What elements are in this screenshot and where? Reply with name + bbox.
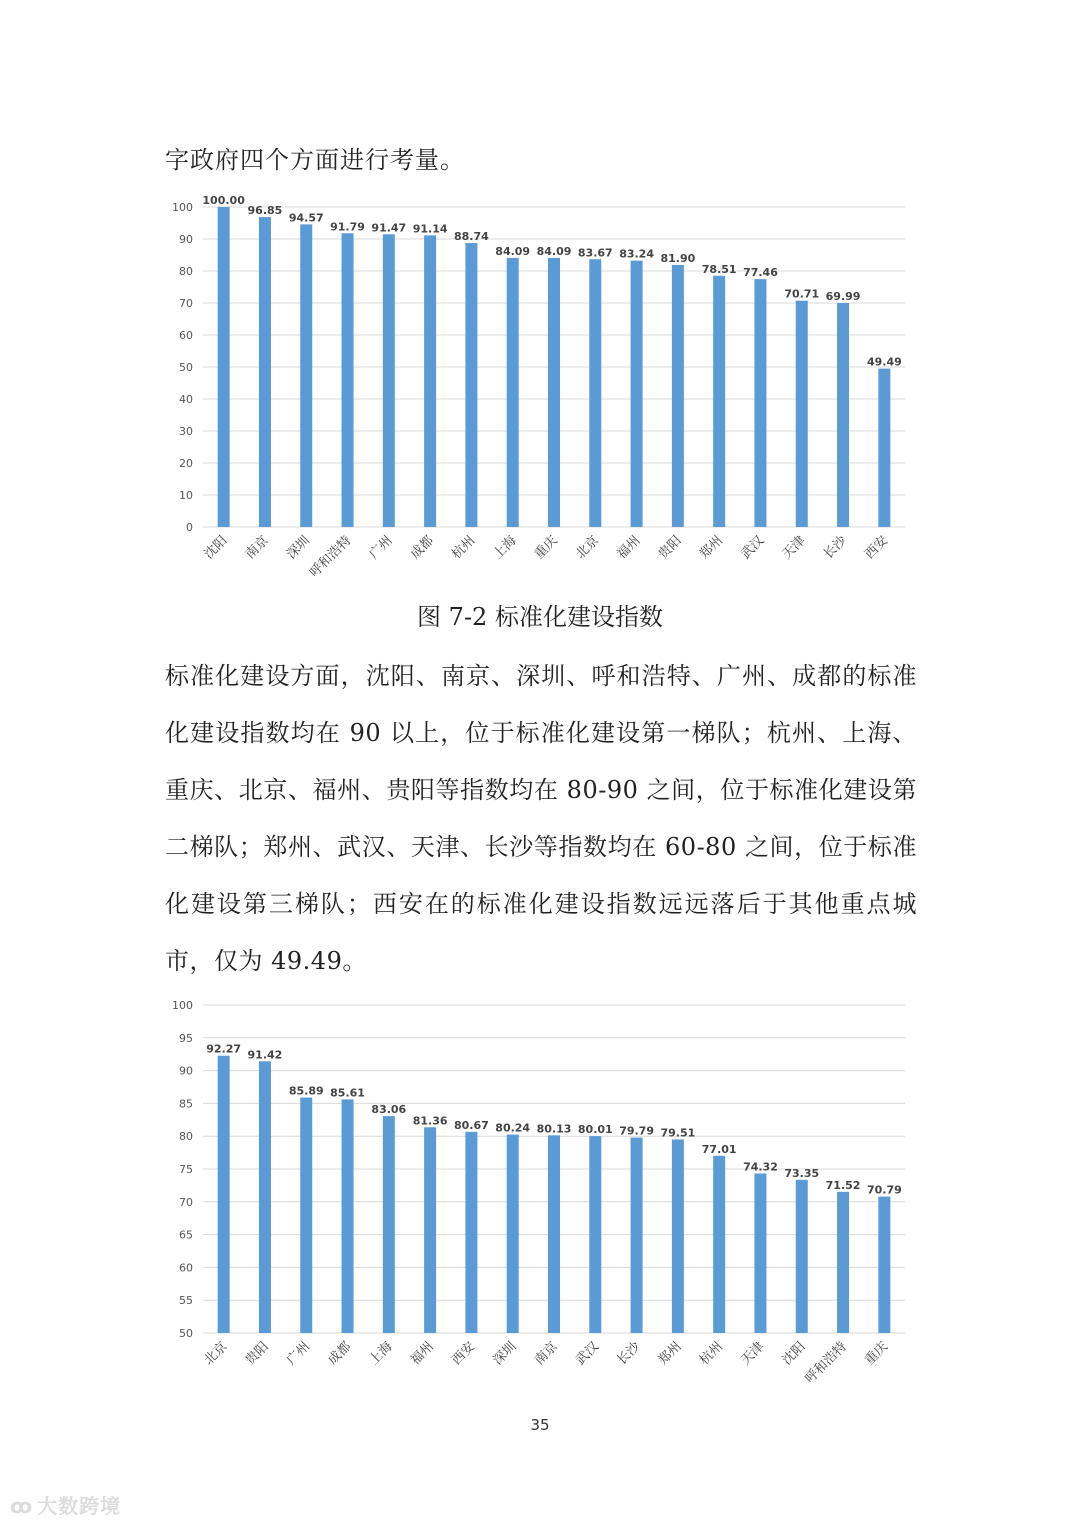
x-tick-label: 深圳: [284, 533, 314, 563]
second-index-chart: [160, 990, 920, 1390]
data-label: 88.74: [454, 230, 489, 244]
y-tick-label: 60: [179, 329, 193, 342]
x-tick-label: 天津: [779, 533, 809, 563]
x-tick-label: 重庆: [531, 533, 561, 563]
bar: [342, 233, 354, 527]
bar: [218, 1056, 230, 1333]
x-tick-label: 杭州: [449, 533, 479, 563]
bar: [465, 1132, 477, 1333]
y-tick-label: 40: [179, 393, 193, 406]
y-tick-label: 70: [179, 297, 193, 310]
data-label: 85.89: [288, 1084, 324, 1098]
data-label: 83.24: [619, 247, 654, 261]
bar: [259, 217, 271, 527]
bar: [631, 1138, 643, 1333]
y-tick-label: 80: [179, 265, 193, 278]
x-tick-label: 武汉: [573, 1339, 603, 1369]
watermark: [10, 1490, 121, 1519]
x-tick-label: 贵阳: [242, 1339, 272, 1369]
data-label: 83.06: [371, 1103, 407, 1117]
x-tick-label: 杭州: [697, 1339, 727, 1369]
x-tick-label: 西安: [449, 1339, 479, 1369]
data-label: 70.79: [866, 1183, 902, 1197]
body-paragraph: 标准化建设方面，沈阳、南京、深圳、呼和浩特、广州、成都的标准化建设指数均在 90 以上，位于标准化建设第一梯队；杭州、上海、重庆、北京、福州、贵阳等指数均在 80-90 之间，位于标准化建设第二梯队；郑州、武汉、天津、长沙等指数均在 60-80 之间，位于标准化建设第三梯队；西安在的标准化建设指数远远落后于其他重点城市，仅为 49.49。: [165, 662, 917, 975]
y-tick-label: 80: [179, 1130, 193, 1144]
data-label: 83.67: [577, 246, 613, 260]
x-tick-label: 广州: [284, 1339, 314, 1369]
x-tick-label: 上海: [366, 1339, 396, 1369]
bar: [507, 258, 519, 527]
data-label: 85.61: [330, 1086, 365, 1100]
data-label: 84.09: [536, 244, 572, 258]
bar: [218, 207, 230, 527]
y-tick-label: 30: [179, 425, 193, 438]
bar: [548, 1135, 560, 1333]
x-tick-label: 福州: [407, 1339, 437, 1369]
y-tick-label: 95: [179, 1031, 193, 1045]
x-tick-label: 贵阳: [655, 533, 685, 563]
x-tick-label: 呼和浩特: [306, 533, 355, 581]
bar: [424, 1127, 436, 1333]
figure-caption: 图 7-2 标准化建设指数: [417, 603, 663, 631]
data-label: 70.71: [784, 287, 820, 301]
x-tick-label: 沈阳: [201, 533, 231, 563]
data-label: 78.51: [701, 262, 737, 276]
x-tick-label: 南京: [531, 1339, 561, 1369]
x-tick-label: 成都: [407, 533, 437, 563]
data-label: 69.99: [825, 290, 861, 304]
y-tick-label: 90: [179, 1064, 193, 1078]
bar: [631, 261, 643, 527]
x-tick-label: 天津: [738, 1339, 768, 1369]
bar: [837, 1192, 849, 1333]
x-tick-label: 西安: [862, 533, 892, 563]
bar: [672, 265, 684, 527]
x-tick-label: 北京: [201, 1339, 231, 1369]
data-label: 80.13: [536, 1122, 572, 1136]
data-label: 91.14: [412, 222, 448, 236]
bar: [342, 1099, 354, 1333]
y-tick-label: 75: [179, 1163, 193, 1176]
data-label: 77.01: [701, 1142, 737, 1156]
data-label: 81.36: [412, 1114, 448, 1128]
bar: [754, 279, 766, 527]
x-tick-label: 武汉: [738, 533, 768, 563]
x-tick-label: 福州: [614, 533, 644, 563]
bar: [713, 1156, 725, 1333]
bar: [507, 1135, 519, 1333]
x-tick-label: 郑州: [697, 533, 727, 563]
bar: [754, 1173, 766, 1333]
data-label: 91.42: [247, 1048, 283, 1062]
data-label: 96.85: [247, 204, 283, 218]
data-label: 92.27: [206, 1042, 242, 1056]
y-tick-label: 10: [179, 489, 193, 502]
bar: [548, 258, 560, 527]
data-label: 84.09: [495, 244, 531, 258]
x-tick-label: 重庆: [862, 1339, 892, 1369]
x-tick-label: 南京: [242, 533, 272, 563]
bar: [465, 243, 477, 527]
standardization-index-chart: [160, 192, 920, 582]
y-tick-label: 100: [172, 999, 193, 1012]
bar: [837, 303, 849, 527]
x-tick-label: 上海: [490, 533, 520, 563]
bar: [796, 1180, 808, 1333]
y-tick-label: 55: [179, 1294, 193, 1308]
x-tick-label: 郑州: [655, 1339, 685, 1369]
data-label: 100.00: [202, 194, 245, 207]
y-tick-label: 0: [186, 521, 193, 534]
y-tick-label: 70: [179, 1195, 193, 1209]
data-label: 91.47: [371, 221, 407, 235]
bar: [300, 224, 312, 527]
x-tick-label: 广州: [366, 533, 396, 563]
data-label: 73.35: [784, 1166, 820, 1180]
data-label: 71.52: [825, 1178, 861, 1192]
x-tick-label: 成都: [325, 1339, 355, 1369]
bar: [878, 369, 890, 527]
data-label: 79.51: [660, 1126, 696, 1140]
bar: [878, 1197, 890, 1333]
y-tick-label: 50: [179, 1327, 193, 1340]
bar: [383, 1116, 395, 1333]
page-number: 35: [530, 1416, 550, 1434]
bar: [672, 1139, 684, 1333]
y-tick-label: 100: [172, 201, 193, 214]
bar: [713, 276, 725, 527]
data-label: 80.01: [577, 1123, 613, 1137]
x-tick-label: 呼和浩特: [802, 1339, 850, 1387]
x-tick-label: 深圳: [490, 1339, 520, 1369]
bar: [589, 259, 601, 527]
intro-text-line: 字政府四个方面进行考量。: [165, 146, 465, 174]
data-label: 77.46: [743, 266, 778, 280]
x-tick-label: 北京: [573, 533, 603, 563]
bar: [383, 234, 395, 527]
y-tick-label: 90: [179, 233, 193, 246]
data-label: 79.79: [619, 1124, 654, 1138]
y-tick-label: 65: [179, 1228, 193, 1242]
bar: [424, 235, 436, 527]
bar: [589, 1136, 601, 1333]
y-tick-label: 20: [179, 457, 193, 470]
x-tick-label: 长沙: [614, 1339, 644, 1369]
watermark-logo-icon: ꝏ: [10, 1494, 34, 1518]
y-tick-label: 60: [179, 1261, 193, 1275]
data-label: 80.24: [495, 1121, 531, 1135]
y-tick-label: 85: [179, 1097, 193, 1111]
data-label: 80.67: [454, 1118, 489, 1132]
data-label: 91.79: [330, 220, 365, 234]
y-tick-label: 50: [179, 361, 193, 374]
data-label: 81.90: [660, 251, 696, 265]
x-tick-label: 沈阳: [779, 1339, 809, 1369]
bar: [300, 1098, 312, 1333]
x-tick-label: 长沙: [820, 533, 850, 563]
watermark-text: 大数跨境: [37, 1494, 122, 1518]
bar: [796, 301, 808, 527]
data-label: 74.32: [743, 1160, 778, 1174]
bar: [259, 1061, 271, 1333]
data-label: 49.49: [866, 355, 902, 369]
data-label: 94.57: [288, 211, 324, 225]
